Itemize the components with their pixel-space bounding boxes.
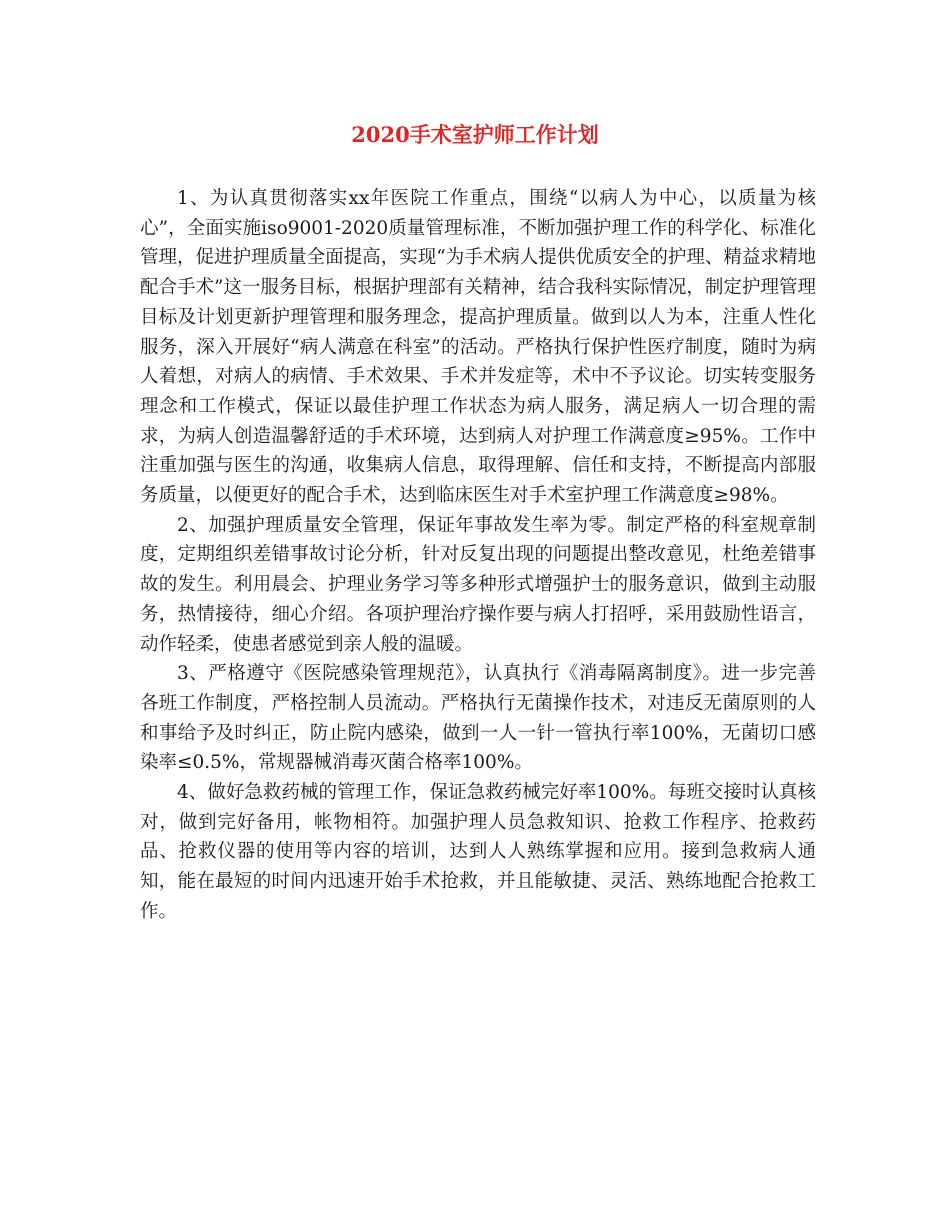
paragraph-1: 1、为认真贯彻落实xx年医院工作重点，围绕“以病人为中心，以质量为核心”，全面实施iso9001-2020质量管理标准，不断加强护理工作的科学化、标准化管理，促进护理质量全面提高，实现“为手术病人提供优质安全的护理、精益求精地配合手术”这一服务目标，根据护理部有关精神，结合我科实际情况，制定护理管理目标及计划更新护理管理和服务理念，提高护理质量。做到以人为本，注重人性化服务，深入开展好“病人满意在科室”的活动。严格执行保护性医疗制度，随时为病人着想，对病人的病情、手术效果、手术并发症等，术中不予议论。切实转变服务理念和工作模式，保证以最佳护理工作状态为病人服务，满足病人一切合理的需求，为病人创造温馨舒适的手术环境，达到病人对护理工作满意度≥95%。工作中注重加强与医生的沟通，收集病人信息，取得理解、信任和支持，不断提高内部服务质量，以便更好的配合手术，达到临床医生对手术室护理工作满意度≥98%。 (140, 188, 816, 507)
paragraph-4: 4、做好急救药械的管理工作，保证急救药械完好率100%。每班交接时认真核对，做到完好备用，帐物相符。加强护理人员急救知识、抢救工作程序、抢救药品、抢救仪器的使用等内容的培训，达到人人熟练掌握和应用。接到急救病人通知，能在最短的时间内迅速开始手术抢救，并且能敏捷、灵活、熟练地配合抢救工作。 (140, 782, 816, 922)
paragraph-3: 3、严格遵守《医院感染管理规范》，认真执行《消毒隔离制度》。进一步完善各班工作制度，严格控制人员流动。严格执行无菌操作技术，对违反无菌原则的人和事给予及时纠正，防止院内感染，做到一人一针一管执行率100%，无菌切口感染率≤0.5%，常规器械消毒灭菌合格率100%。 (140, 663, 816, 774)
paragraph-2: 2、加强护理质量安全管理，保证年事故发生率为零。制定严格的科室规章制度，定期组织差错事故讨论分析，针对反复出现的问题提出整改意见，杜绝差错事故的发生。利用晨会、护理业务学习等多种形式增强护士的服务意识，做到主动服务，热情接待，细心介绍。各项护理治疗操作要与病人打招呼，采用鼓励性语言，动作轻柔，使患者感觉到亲人般的温暖。 (140, 514, 816, 655)
document-body (140, 184, 816, 927)
document-title: 2020手术室护师工作计划 (351, 122, 599, 147)
